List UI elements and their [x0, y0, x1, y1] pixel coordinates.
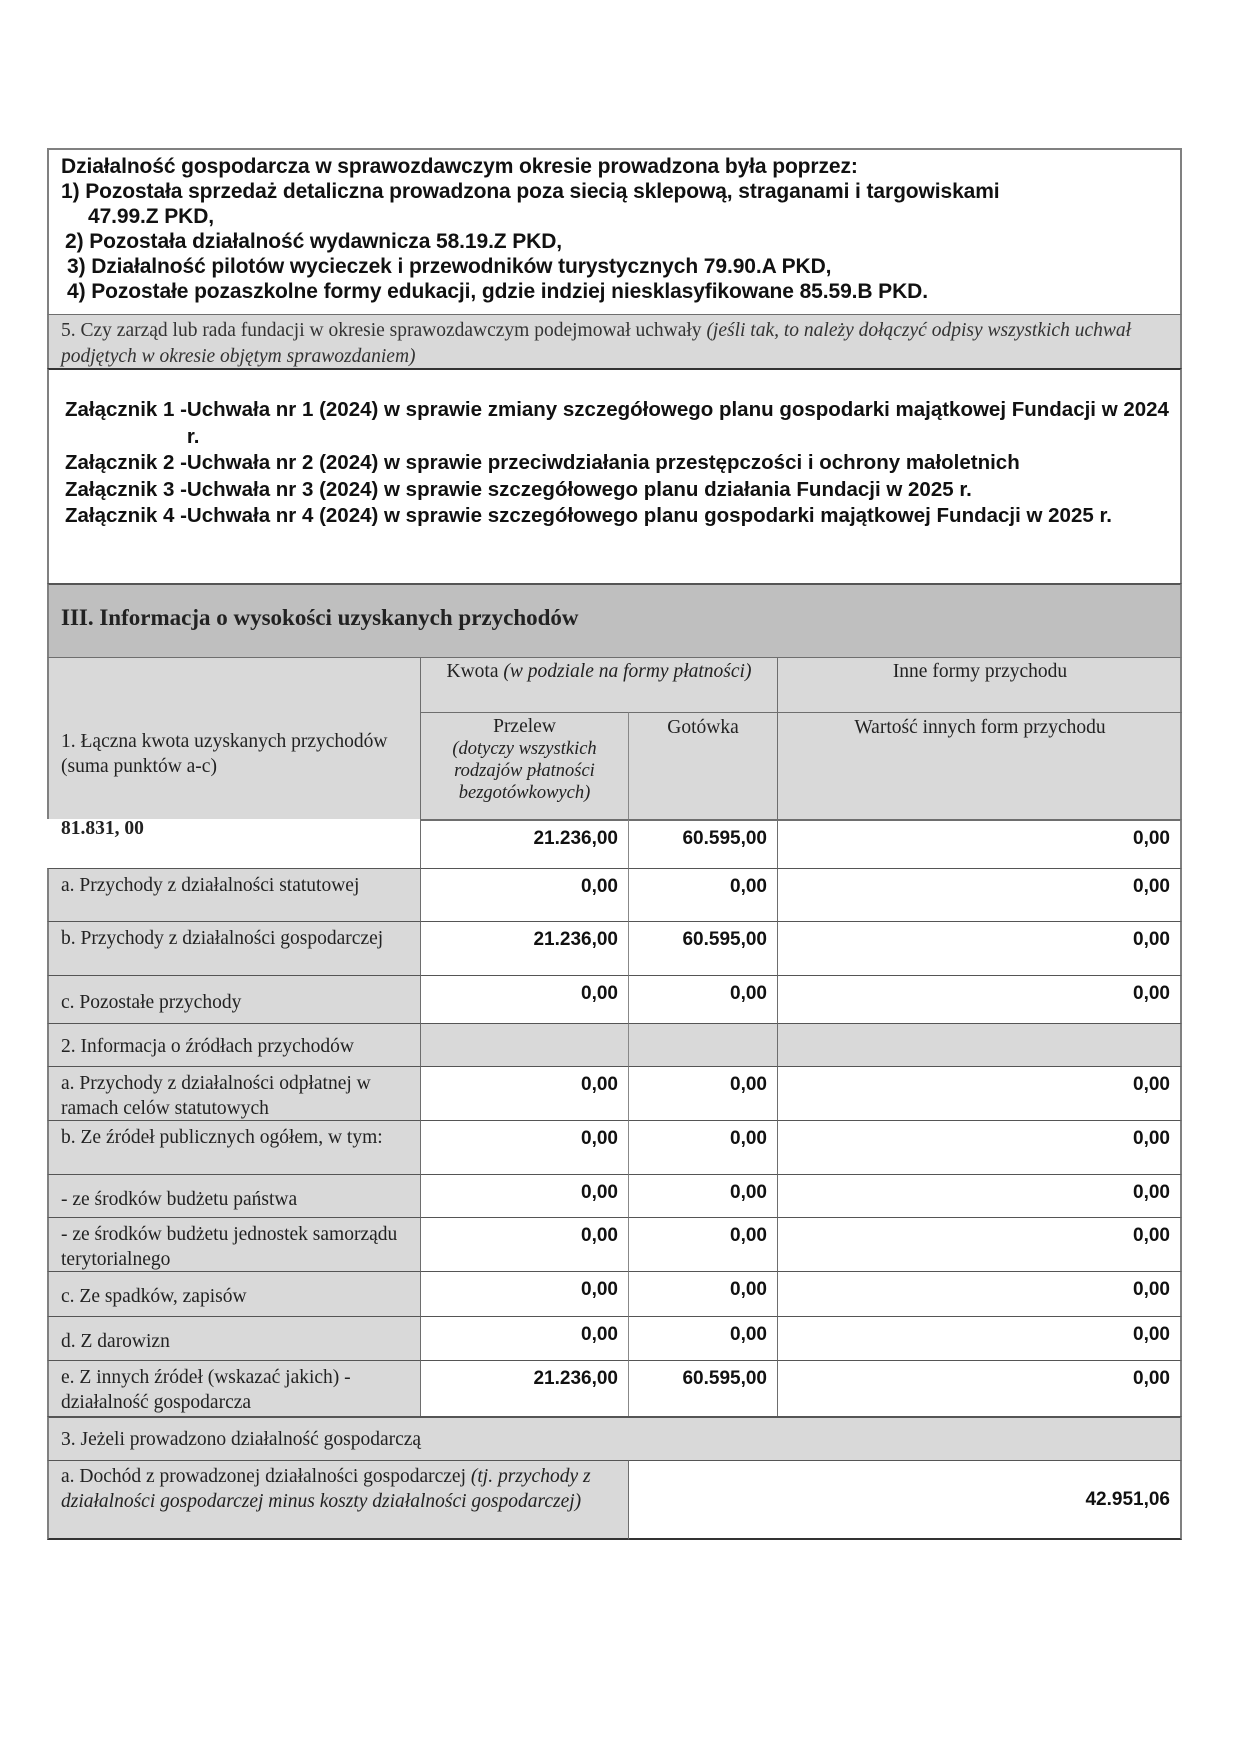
row-przelew-value: 0,00	[420, 1217, 628, 1271]
row-przelew-value: 21.236,00	[420, 1360, 628, 1416]
row-label: - ze środków budżetu państwa	[47, 1174, 420, 1217]
header-przelew-note: (dotyczy wszystkich rodzajów płatności bezgotówkowych)	[452, 739, 597, 803]
attachment-item	[65, 450, 1172, 477]
header-kwota-label: Kwota	[446, 661, 504, 682]
row-gotowka-value	[628, 1023, 777, 1066]
attachment-label: Załącznik 1 -	[65, 398, 187, 421]
row-label: b. Przychody z działalności gospodarczej	[47, 921, 420, 975]
attachment-text: Uchwała nr 4 (2024) w sprawie szczegółowego planu gospodarki majątkowej Fundacji w 2025 r.	[186, 504, 1112, 527]
income-label-text: a. Dochód z prowadzonej działalności gospodarczej	[61, 1466, 471, 1487]
row-gotowka-value: 0,00	[628, 1271, 777, 1316]
header-kwota-note: (w podziale na formy płatności)	[503, 661, 752, 682]
header-gotowka: Gotówka	[628, 712, 777, 819]
activity-item-1: 1) Pozostała sprzedaż detaliczna prowadzona poza siecią sklepową, straganami i targowiskami	[61, 180, 1000, 203]
attachment-text: Uchwała nr 3 (2024) w sprawie szczegółowego planu działania Fundacji w 2025 r.	[186, 477, 972, 501]
total-label: 1. Łączna kwota uzyskanych przychodów (suma punktów a-c)	[61, 731, 388, 777]
row-gotowka-value: 0,00	[628, 975, 777, 1023]
question-5-resolutions	[47, 314, 1182, 368]
total-przelew: 21.236,00	[420, 819, 628, 868]
income-label-note: (tj. przychody z działalności gospodarczej minus koszty działalności gospodarczej)	[61, 1466, 591, 1512]
row-gotowka-value: 0,00	[628, 1217, 777, 1271]
income-label	[47, 1460, 628, 1540]
header-wartosc: Wartość innych form przychodu	[777, 712, 1182, 819]
section-iii-title: III. Informacja o wysokości uzyskanych przychodów	[47, 583, 1182, 657]
row-gotowka-value: 60.595,00	[628, 1360, 777, 1416]
activity-intro: Działalność gospodarcza w sprawozdawczym okresie prowadzona była poprzez:	[61, 155, 858, 178]
attachments-list	[47, 368, 1182, 583]
row-label: d. Z darowizn	[47, 1316, 420, 1360]
total-inne: 0,00	[777, 819, 1182, 868]
activity-item-4: 4) Pozostałe pozaszkolne formy edukacji, gdzie indziej niesklasyfikowane 85.59.B PKD.	[67, 280, 928, 303]
header-przelew	[420, 712, 628, 819]
header-inne: Inne formy przychodu	[777, 657, 1182, 712]
row-label: c. Pozostałe przychody	[47, 975, 420, 1023]
row-label: - ze środków budżetu jednostek samorządu terytorialnego	[47, 1217, 420, 1271]
question-5-text: 5. Czy zarząd lub rada fundacji w okresie sprawozdawczym podejmował uchwały	[61, 320, 707, 341]
row-inne-value: 0,00	[777, 1217, 1182, 1271]
row-przelew-value: 0,00	[420, 868, 628, 921]
row-przelew-value: 0,00	[420, 975, 628, 1023]
row-inne-value: 0,00	[777, 1316, 1182, 1360]
header-kwota	[420, 657, 777, 712]
row-inne-value: 0,00	[777, 1360, 1182, 1416]
row-label: a. Przychody z działalności statutowej	[47, 868, 420, 921]
total-gotowka: 60.595,00	[628, 819, 777, 868]
attachment-text: Uchwała nr 1 (2024) w sprawie zmiany szczegółowego planu gospodarki majątkowej Fundacji w 2024 r.	[186, 398, 1169, 448]
activity-item-2: 2) Pozostała działalność wydawnicza 58.19.Z PKD,	[65, 230, 563, 253]
row-label: b. Ze źródeł publicznych ogółem, w tym:	[47, 1120, 420, 1174]
attachment-label: Załącznik 2 -	[65, 451, 187, 474]
row-gotowka-value: 0,00	[628, 868, 777, 921]
row-przelew-value: 21.236,00	[420, 921, 628, 975]
row-gotowka-value: 0,00	[628, 1066, 777, 1120]
row-inne-value: 0,00	[777, 921, 1182, 975]
row-przelew-value: 0,00	[420, 1066, 628, 1120]
activity-item-1-code: 47.99.Z PKD,	[88, 205, 215, 228]
row-przelew-value	[420, 1023, 628, 1066]
row-przelew-value: 0,00	[420, 1316, 628, 1360]
row-inne-value: 0,00	[777, 1174, 1182, 1217]
sources-title: 2. Informacja o źródłach przychodów	[47, 1023, 420, 1066]
attachment-item	[65, 477, 1172, 504]
row-label: a. Przychody z działalności odpłatnej w ramach celów statutowych	[47, 1066, 420, 1120]
attachment-label: Załącznik 4 -	[65, 504, 187, 527]
row-przelew-value: 0,00	[420, 1271, 628, 1316]
row-gotowka-value: 0,00	[628, 1316, 777, 1360]
row-inne-value	[777, 1023, 1182, 1066]
row-inne-value: 0,00	[777, 1271, 1182, 1316]
row-label: c. Ze spadków, zapisów	[47, 1271, 420, 1316]
attachment-text: Uchwała nr 2 (2024) w sprawie przeciwdziałania przestępczości i ochrony małoletnich	[186, 451, 1020, 474]
attachment-label: Załącznik 3 -	[65, 477, 187, 501]
attachment-item	[65, 397, 1172, 450]
business-title: 3. Jeżeli prowadzono działalność gospodarczą	[47, 1416, 1182, 1460]
total-value: 81.831, 00	[61, 818, 144, 839]
row-inne-value: 0,00	[777, 975, 1182, 1023]
business-activity-section	[47, 148, 1182, 314]
row-label: e. Z innych źródeł (wskazać jakich) - działalność gospodarcza	[47, 1360, 420, 1416]
header-przelew-label: Przelew	[493, 716, 556, 737]
row-inne-value: 0,00	[777, 1120, 1182, 1174]
row-gotowka-value: 0,00	[628, 1174, 777, 1217]
question-5-note: (jeśli tak, to należy dołączyć odpisy wszystkich uchwał podjętych w okresie objętym sprawozdaniem)	[61, 320, 1132, 367]
income-value: 42.951,06	[628, 1460, 1182, 1540]
attachment-item	[65, 503, 1172, 530]
row-inne-value: 0,00	[777, 868, 1182, 921]
activity-item-3: 3) Działalność pilotów wycieczek i przewodników turystycznych 79.90.A PKD,	[67, 255, 832, 278]
row-gotowka-value: 0,00	[628, 1120, 777, 1174]
row-inne-value: 0,00	[777, 1066, 1182, 1120]
row-przelew-value: 0,00	[420, 1120, 628, 1174]
row-przelew-value: 0,00	[420, 1174, 628, 1217]
row-gotowka-value: 60.595,00	[628, 921, 777, 975]
